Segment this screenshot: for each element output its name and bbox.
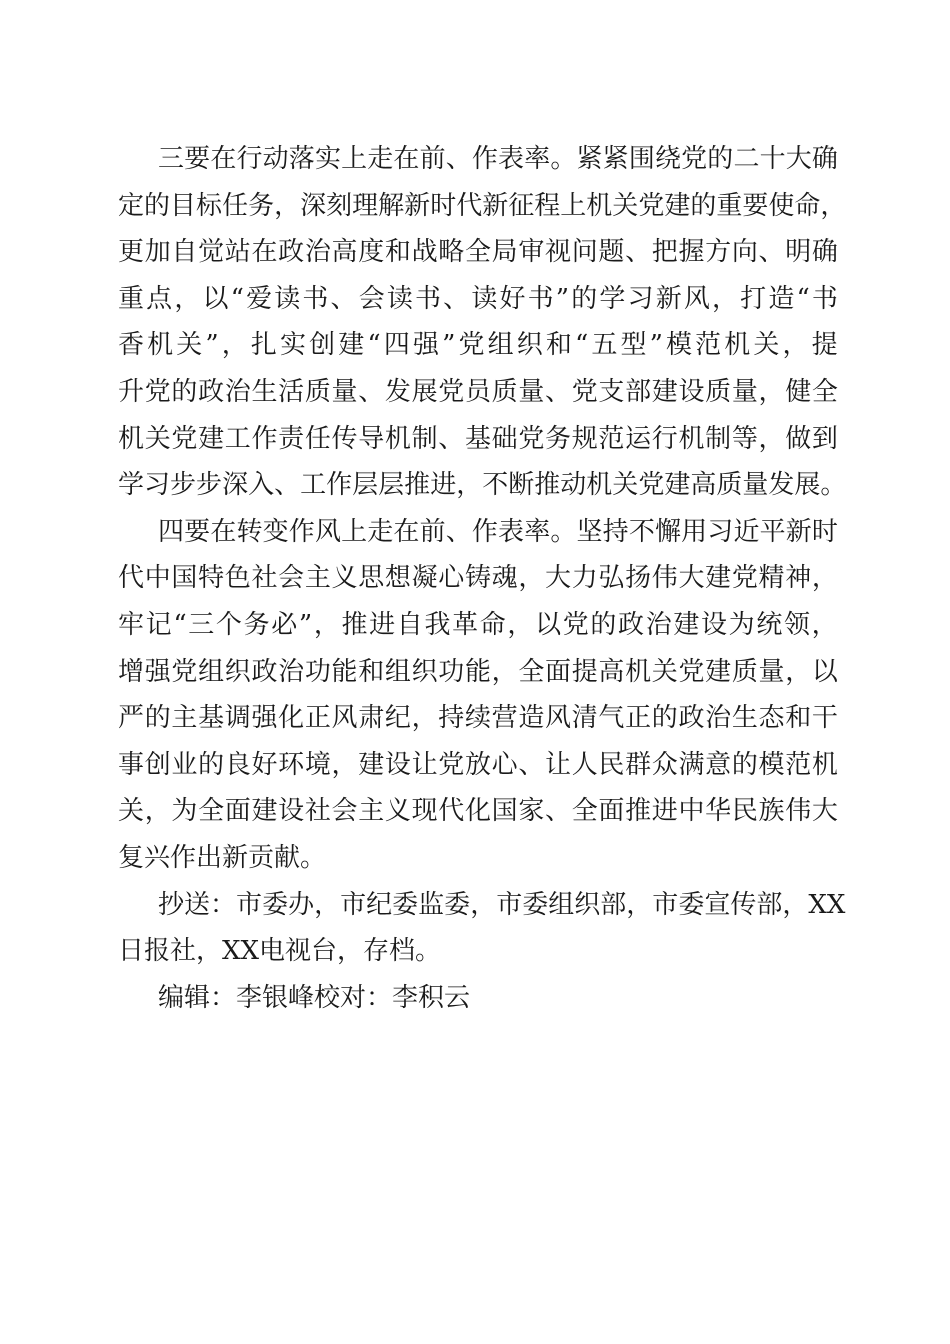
text-line: 日报社，XX电视台，存档。 [118, 936, 442, 967]
text-line: 香 机 关 ” ， 扎 实 创 建 “ 四 强 ” 党 组 织 和 “ 五 型 ” 模 范 机 关 ， 提 [118, 330, 838, 361]
text-line: 三 要 在 行 动 落 实 上 走 在 前 、 作 表 率 。 紧 紧 围 绕 党 的 二 十 大 确 [158, 144, 838, 174]
paragraph-3 [118, 136, 847, 509]
text-line: 四 要 在 转 变 作 风 上 走 在 前 、 作 表 率 。 坚 持 不 懈 用 习 近 平 新 时 [158, 516, 838, 547]
document-body [118, 136, 847, 1021]
text-line: 升 党 的 政 治 生 活 质 量 、 发 展 党 员 质 量 、 党 支 部 建 设 质 量 ， 健 全 [118, 376, 838, 407]
text-line: 重 点 ， 以 “ 爱 读 书 、 会 读 书 、 读 好 书 ” 的 学 习 新 风 ， 打 造 “ 书 [118, 283, 838, 314]
text-line: 定 的 目 标 任 务 ， 深 刻 理 解 新 时 代 新 征 程 上 机 关 党 建 的 重 要 使 命 ， [118, 190, 847, 221]
text-line: 学 习 步 步 深 入 、 工 作 层 层 推 进 ， 不 断 推 动 机 关 党 建 高 质 量 发 展 。 [118, 470, 847, 501]
text-line: 抄 送 ： 市 委 办 ， 市 纪 委 监 委 ， 市 委 组 织 部 ， 市 委 宣 传 部 ， X X [158, 889, 846, 920]
paragraph-4 [118, 509, 838, 882]
text-line: 更 加 自 觉 站 在 政 治 高 度 和 战 略 全 局 审 视 问 题 、 把 握 方 向 、 明 确 [118, 237, 838, 268]
text-line: 严 的 主 基 调 强 化 正 风 肃 纪 ， 持 续 营 造 风 清 气 正 的 政 治 生 态 和 干 [118, 703, 838, 734]
text-line: 增 强 党 组 织 政 治 功 能 和 组 织 功 能 ， 全 面 提 高 机 关 党 建 质 量 ， 以 [118, 656, 838, 687]
text-line: 复兴作出新贡献。 [118, 842, 327, 873]
text-line: 编辑：李银峰校对：李积云 [158, 982, 471, 1013]
text-line: 事 创 业 的 良 好 环 境 ， 建 设 让 党 放 心 、 让 人 民 群 众 满 意 的 模 范 机 [118, 749, 838, 780]
text-line: 机 关 党 建 工 作 责 任 传 导 机 制 、 基 础 党 务 规 范 运 行 机 制 等 ， 做 到 [118, 423, 838, 454]
text-line: 牢 记 “ 三 个 务 必 ” ， 推 进 自 我 革 命 ， 以 党 的 政 治 建 设 为 统 领 ， [118, 609, 838, 640]
cc-distribution [118, 882, 846, 975]
text-line: 关 ， 为 全 面 建 设 社 会 主 义 现 代 化 国 家 、 全 面 推 进 中 华 民 族 伟 大 [118, 796, 838, 827]
editor-line [118, 975, 838, 1022]
text-line: 代 中 国 特 色 社 会 主 义 思 想 凝 心 铸 魂 ， 大 力 弘 扬 伟 大 建 党 精 神 ， [118, 563, 838, 594]
